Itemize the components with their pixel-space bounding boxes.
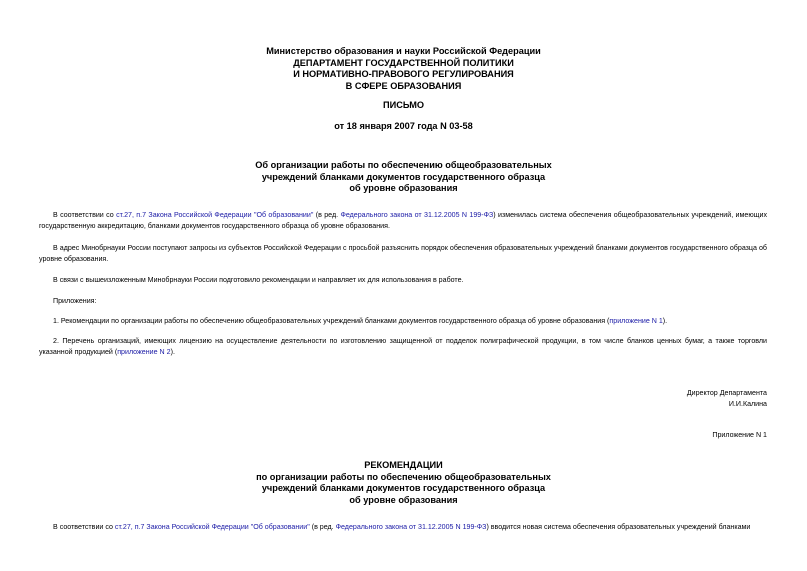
letter-title [0, 160, 807, 195]
signature-position: Директор Департамента [686, 389, 767, 397]
text-span: (в ред. [309, 523, 336, 531]
attachment-item-2 [39, 336, 767, 358]
text-span: ). [662, 317, 668, 325]
header-line-1: Министерство образования и науки Российской Федерации [266, 46, 541, 56]
appendix-title-line-1: РЕКОМЕНДАЦИИ [364, 460, 443, 470]
text-span: ) изменилась система обеспечения общеобразовательных учреждений, имеющих государственную аккредитацию, бланками документов государственного образца об уровне образования. [39, 211, 767, 231]
header-ministry [0, 46, 807, 92]
body-paragraph-3: В связи с вышеизложенным Минобрнауки России подготовило рекомендации и направляет их для использования в работе. [53, 276, 464, 284]
appendix-law-article-link[interactable]: ст.27, п.7 Закона Российской Федерации "Об образовании" [114, 523, 310, 531]
header-line-3: И НОРМАТИВНО-ПРАВОВОГО РЕГУЛИРОВАНИЯ [293, 69, 514, 79]
text-span: ) вводится новая система обеспечения образовательных учреждений бланками [486, 523, 751, 531]
header-line-2: ДЕПАРТАМЕНТ ГОСУДАРСТВЕННОЙ ПОЛИТИКИ [293, 57, 514, 68]
text-span: В соответствии со [53, 523, 115, 531]
signature-block [687, 388, 767, 410]
appendix-label: Приложение N 1 [712, 431, 767, 439]
doc-date-number: от 18 января 2007 года N 03-58 [334, 121, 473, 131]
body-paragraph-1 [39, 210, 767, 232]
appendix-title-line-3: учреждений бланками документов государственного образца [261, 483, 546, 493]
attachment-item-1 [39, 316, 767, 327]
appendix-paragraph-1 [39, 522, 767, 533]
law-article-link[interactable]: ст.27, п.7 Закона Российской Федерации "Об образовании" [116, 211, 314, 219]
letter-title-line-2: учреждений бланками документов государственного образца [261, 171, 546, 182]
text-span: 2. Перечень организаций, имеющих лицензию на осуществление деятельности по изготовлению защищенной от подделок полиграфической продукции, в том числе бланков ценных бумаг, а также торговли указанной продукцией ( [39, 337, 767, 357]
text-span: (в ред. [313, 211, 341, 219]
appendix-2-link[interactable]: приложение N 2 [117, 348, 171, 357]
appendix-title [0, 460, 807, 506]
letter-title-line-1: Об организации работы по обеспечению общеобразовательных [255, 160, 552, 170]
appendix-title-line-4: об уровне образования [349, 494, 458, 505]
letter-title-line-3: об уровне образования [349, 183, 458, 193]
body-paragraph-attachments: Приложения: [53, 297, 97, 305]
text-span: 1. Рекомендации по организации работы по обеспечению общеобразовательных учреждений бланками документов государственного образца об уровне образования ( [53, 317, 610, 325]
body-paragraph-2: В адрес Минобрнауки России поступают запросы из субъектов Российской Федерации с просьбой разъяснить порядок обеспечения образовательных учреждений бланками документов государственного образца об уровне образования. [39, 244, 767, 264]
federal-law-link[interactable]: Федерального закона от 31.12.2005 N 199-ФЗ [340, 211, 494, 219]
text-span: ). [170, 348, 175, 357]
appendix-title-line-2: по организации работы по обеспечению общеобразовательных [256, 471, 551, 482]
header-line-4: В СФЕРЕ ОБРАЗОВАНИЯ [345, 80, 462, 91]
text-span: В соответствии со [53, 211, 117, 219]
appendix-federal-law-link[interactable]: Федерального закона от 31.12.2005 N 199-ФЗ [335, 523, 487, 531]
doc-type: ПИСЬМО [382, 100, 425, 110]
appendix-1-link[interactable]: приложение N 1 [609, 317, 663, 325]
signature-name: И.И.Калина [728, 400, 767, 408]
